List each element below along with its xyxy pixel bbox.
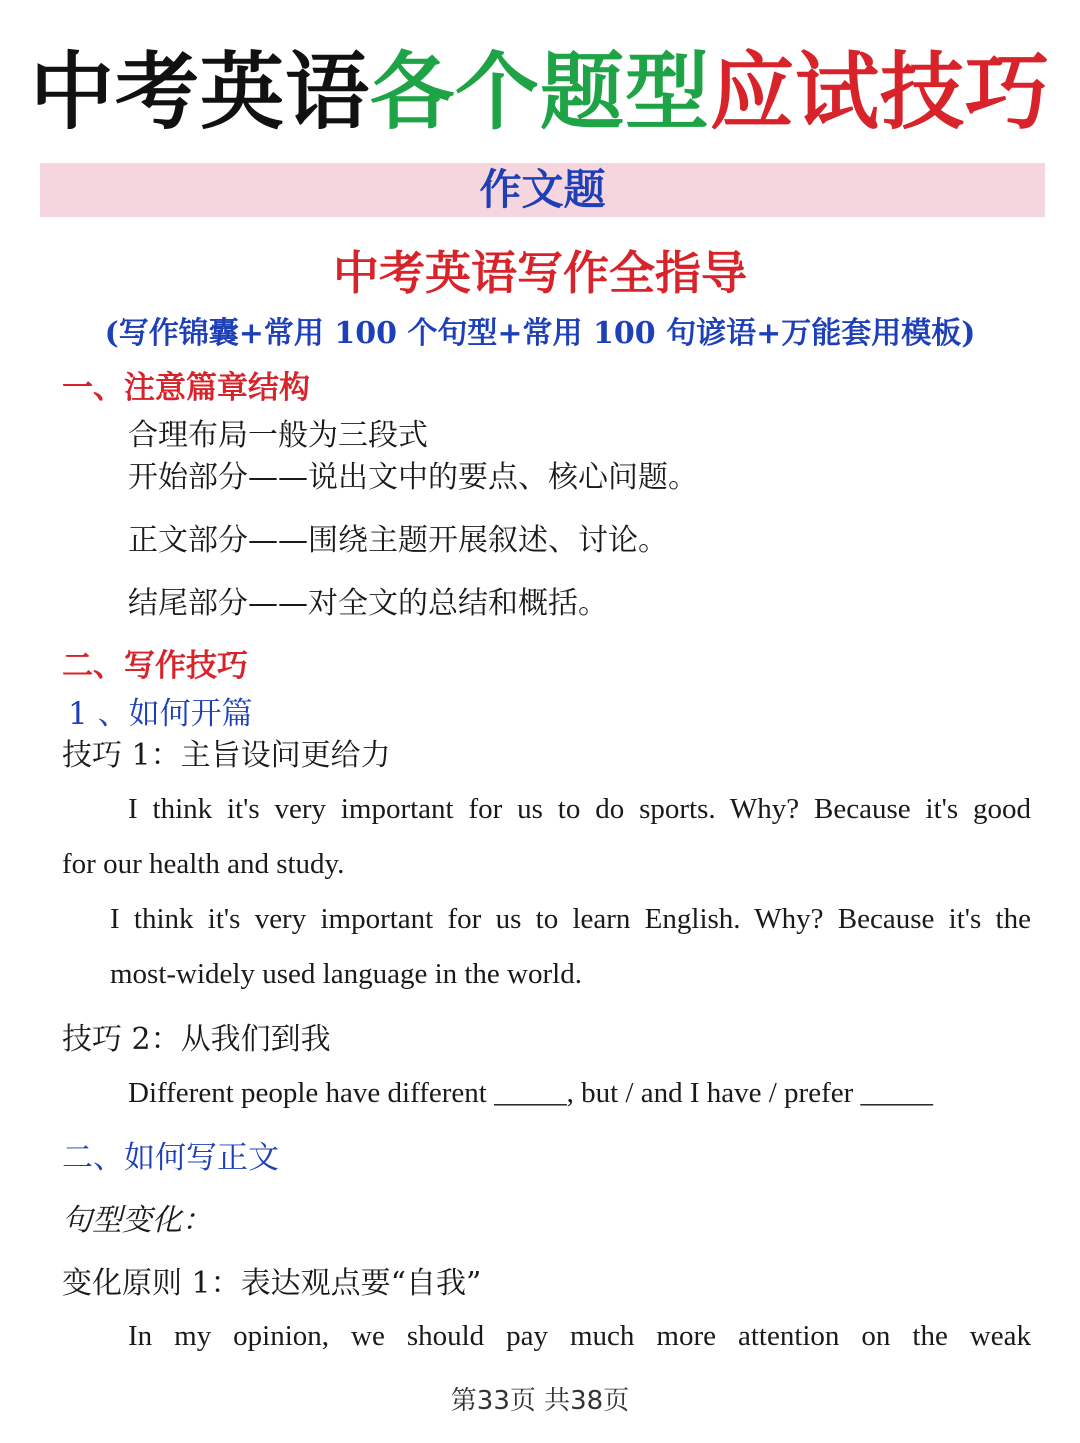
- section-band: [40, 163, 1045, 217]
- structure-line-3: 正文部分——围绕主题开展叙述、讨论。: [128, 523, 668, 558]
- main-heading: 中考英语写作全指导: [333, 246, 747, 300]
- tip1-example2-line2: most-widely used language in the world.: [110, 958, 582, 990]
- title-part-green: 各个题型: [369, 43, 710, 141]
- tip1-example1-line1: I think it's very important for us to do sports. Why? Because it's good: [128, 793, 1031, 825]
- structure-line-2: 开始部分——说出文中的要点、核心问题。: [128, 460, 698, 495]
- section-label: 作文题: [479, 165, 606, 214]
- tip1-example1-line2: for our health and study.: [62, 848, 345, 880]
- subtitle: (写作锦囊+常用 100 个句型+常用 100 句谚语+万能套用模板): [104, 316, 976, 351]
- title-part-red: 应试技巧: [710, 43, 1051, 141]
- tip-2: 技巧 2：从我们到我: [62, 1022, 331, 1057]
- tip2-example: Different people have different _____, but / and I have / prefer _____: [128, 1077, 934, 1109]
- title-part-black: 中考英语: [29, 43, 370, 141]
- page-number-footer: 第33页 共38页: [450, 1386, 630, 1416]
- pattern-change-label: 句型变化：: [62, 1203, 212, 1238]
- page-title: [0, 40, 1080, 144]
- rule-1: 变化原则 1：表达观点要“自我”: [62, 1266, 482, 1301]
- heading-structure: 一、注意篇章结构: [62, 370, 310, 406]
- rule1-example: In my opinion, we should pay much more attention on the weak: [128, 1320, 1031, 1352]
- subheading-how-to-write-body: 二、如何写正文: [62, 1140, 279, 1176]
- heading-writing-tips: 二、写作技巧: [62, 648, 248, 684]
- structure-line-4: 结尾部分——对全文的总结和概括。: [128, 586, 608, 621]
- subheading-how-to-open: 1 、如何开篇: [68, 696, 253, 732]
- structure-line-1: 合理布局一般为三段式: [128, 418, 428, 453]
- tip1-example2-line1: I think it's very important for us to learn English. Why? Because it's the: [110, 903, 1031, 935]
- tip-1: 技巧 1：主旨设问更给力: [62, 738, 391, 773]
